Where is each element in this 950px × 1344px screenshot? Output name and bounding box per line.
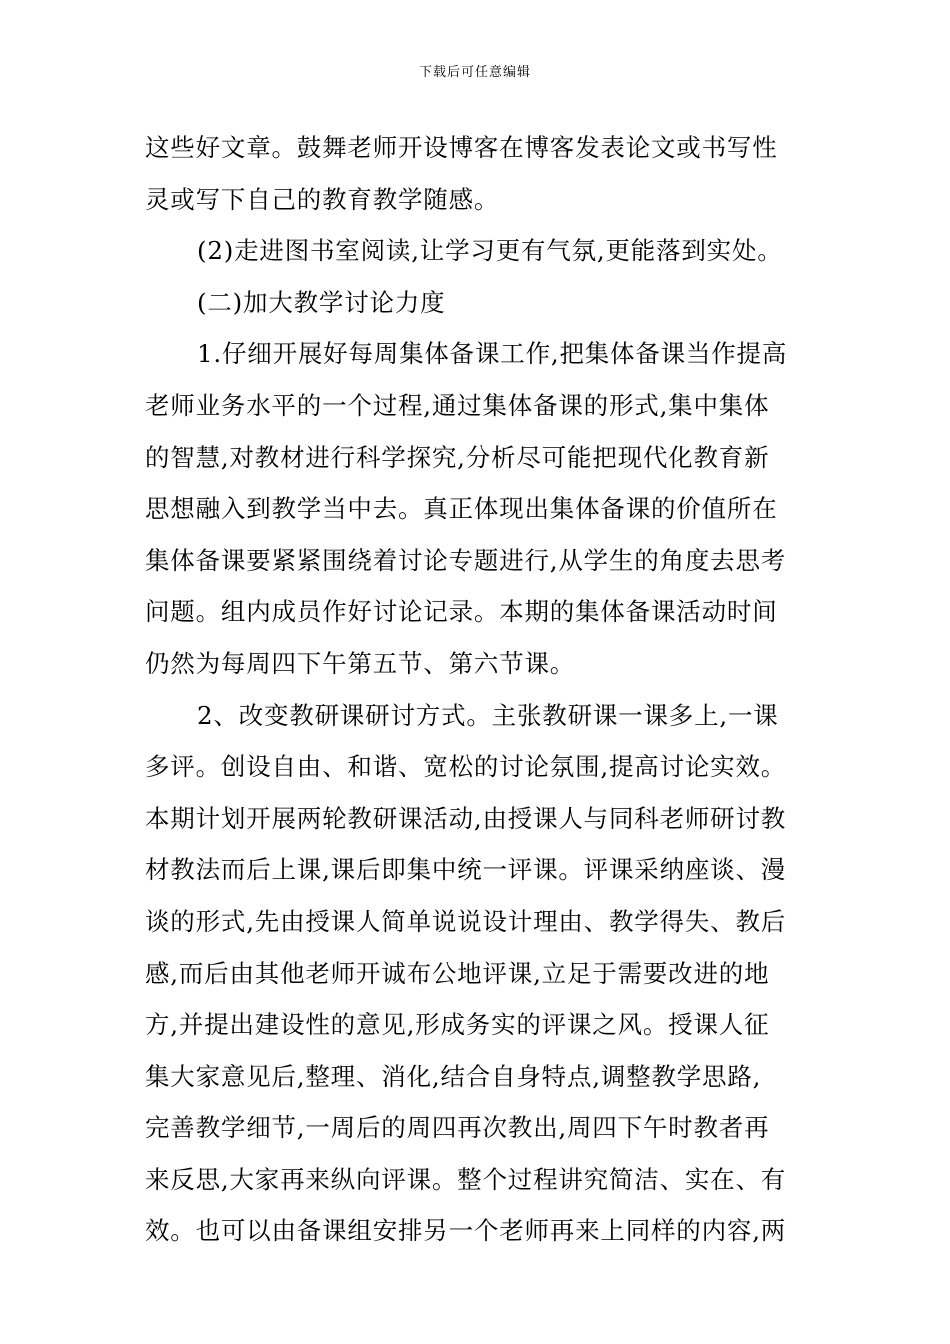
text-line: 效。也可以由备课组安排另一个老师再来上同样的内容,两: [145, 1216, 787, 1246]
text-line: 问题。组内成员作好讨论记录。本期的集体备课活动时间: [145, 597, 778, 627]
document-body: [145, 122, 810, 1257]
text-line: 灵或写下自己的教育教学随感。: [145, 184, 500, 214]
text-line: 2、改变教研课研讨方式。主张教研课一课多上,一课: [197, 700, 779, 730]
text-line: 来反思,大家再来纵向评课。整个过程讲究简洁、实在、有: [145, 1164, 787, 1194]
text-line: 多评。创设自由、和谐、宽松的讨论氛围,提高讨论实效。: [145, 752, 787, 782]
text-line: 本期计划开展两轮教研课活动,由授课人与同科老师研讨教: [145, 803, 787, 833]
page-header: 下载后可任意编辑: [418, 65, 531, 80]
text-line: 方,并提出建设性的意见,形成务实的评课之风。授课人征: [145, 1010, 770, 1040]
text-line: 集体备课要紧紧围绕着讨论专题进行,从学生的角度去思考: [145, 545, 787, 575]
text-line: (2)走进图书室阅读,让学习更有气氛,更能落到实处。: [197, 236, 783, 266]
text-line: 完善教学细节,一周后的周四再次教出,周四下午时教者再: [145, 1113, 770, 1143]
text-line: 集大家意见后,整理、消化,结合自身特点,调整教学思路,: [145, 1061, 762, 1091]
text-line: 仍然为每周四下午第五节、第六节课。: [145, 648, 576, 678]
text-line: 思想融入到教学当中去。真正体现出集体备课的价值所在: [145, 494, 778, 524]
text-line: (二)加大教学讨论力度: [197, 287, 446, 317]
text-line: 的智慧,对教材进行科学探究,分析尽可能把现代化教育新: [145, 442, 770, 472]
text-line: 谈的形式,先由授课人简单说说设计理由、教学得失、教后: [145, 906, 787, 936]
text-line: 这些好文章。鼓舞老师开设博客在博客发表论文或书写性: [145, 133, 778, 162]
text-line: 材教法而后上课,课后即集中统一评课。评课采纳座谈、漫: [145, 855, 787, 885]
text-line: 老师业务水平的一个过程,通过集体备课的形式,集中集体: [145, 390, 770, 420]
text-line: 1.仔细开展好每周集体备课工作,把集体备课当作提高: [197, 339, 788, 369]
text-line: 感,而后由其他老师开诚布公地评课,立足于需要改进的地: [145, 958, 770, 988]
